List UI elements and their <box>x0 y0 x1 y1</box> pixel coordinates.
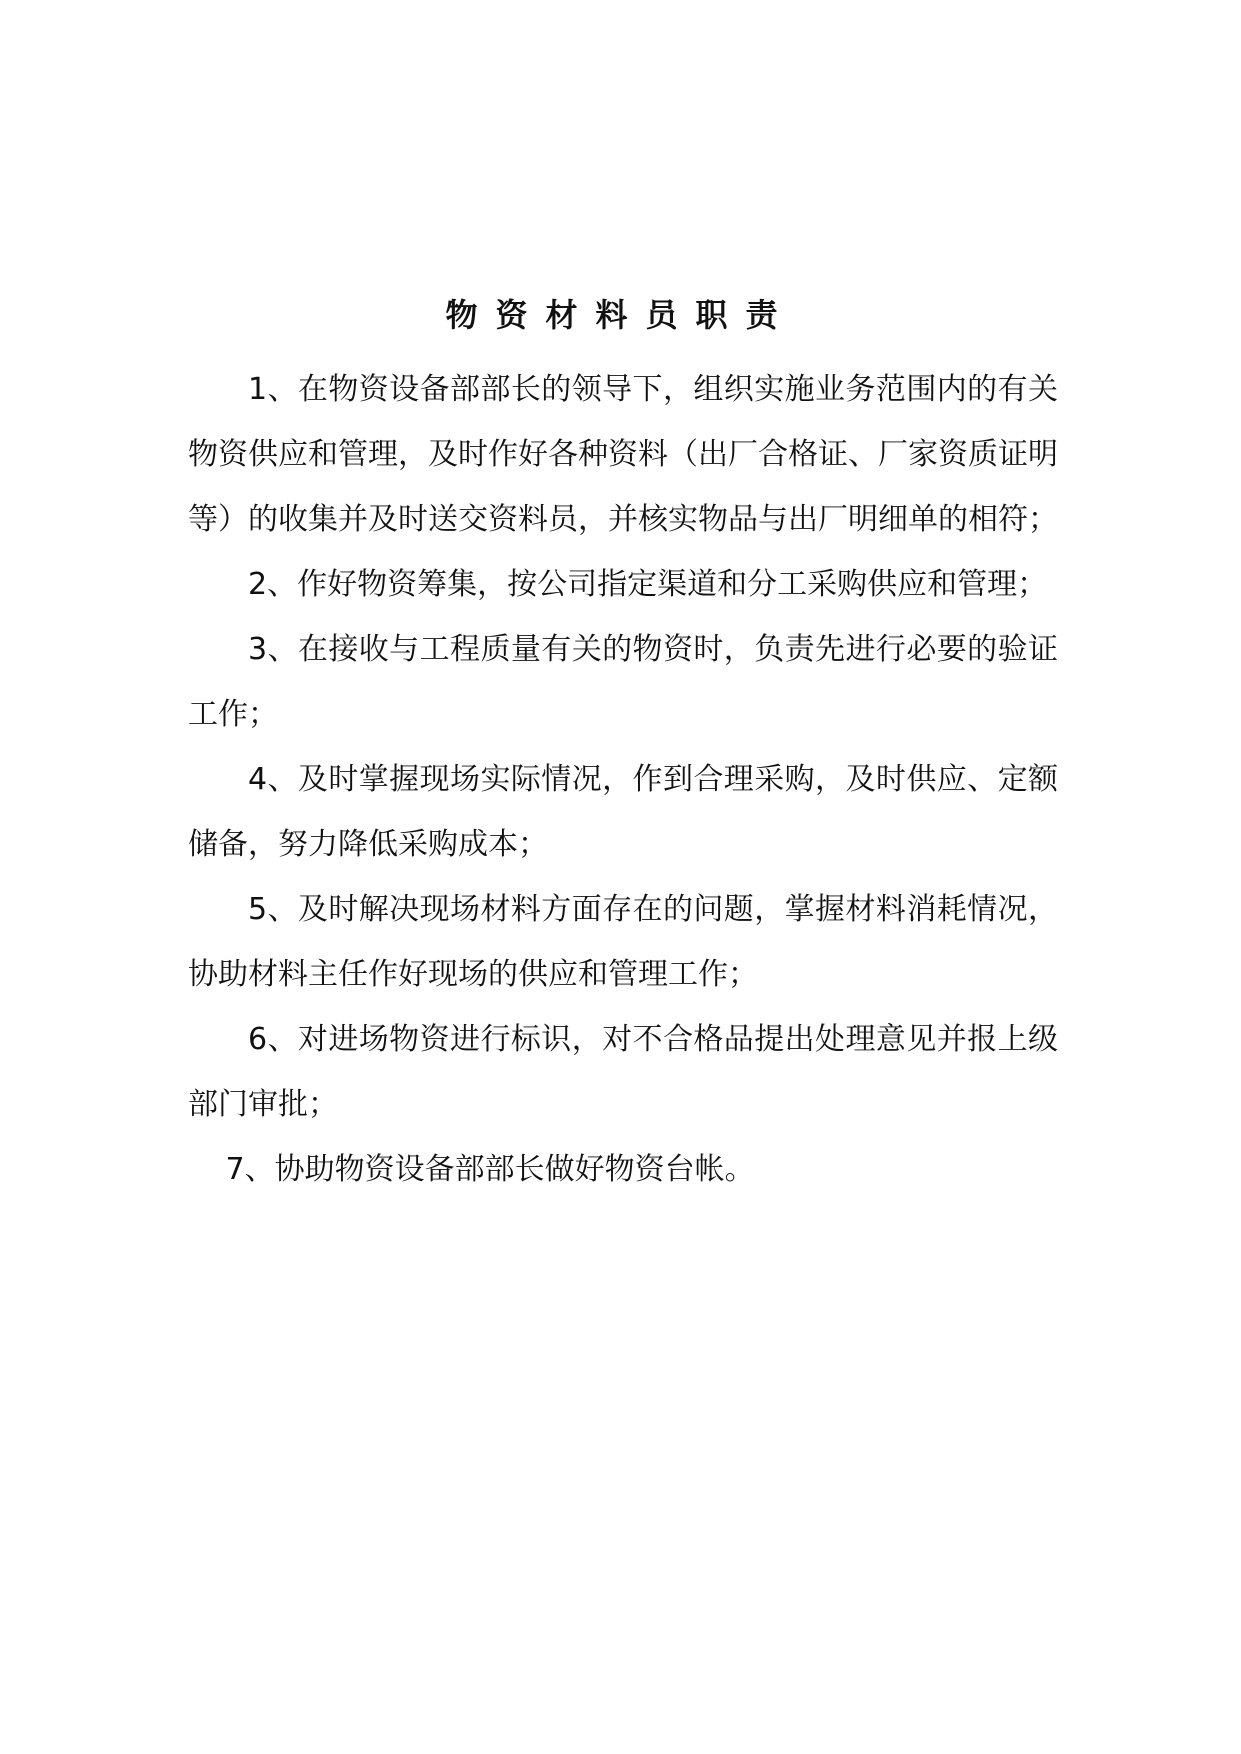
duty-paragraph-2: 2、作好物资筹集，按公司指定渠道和分工采购供应和管理； <box>248 567 1048 602</box>
document-title: 物资材料员职责 <box>445 296 796 334</box>
document-body <box>188 357 1058 1202</box>
duty-paragraph-6: 6、对进场物资进行标识，对不合格品提出处理意见并报上级部门审批； <box>188 1022 1058 1122</box>
duty-paragraph-5: 5、及时解决现场材料方面存在的问题，掌握材料消耗情况，协助材料主任作好现场的供应和管理工作； <box>188 892 1058 992</box>
duty-paragraph-7: 7、协助物资设备部部长做好物资台帐。 <box>225 1152 755 1187</box>
duty-paragraph-1: 1、在物资设备部部长的领导下，组织实施业务范围内的有关物资供应和管理，及时作好各种资料（出厂合格证、厂家资质证明等）的收集并及时送交资料员，并核实物品与出厂明细单的相符； <box>188 372 1058 537</box>
duty-paragraph-3: 3、在接收与工程质量有关的物资时，负责先进行必要的验证工作； <box>188 632 1058 732</box>
duty-paragraph-4: 4、及时掌握现场实际情况，作到合理采购，及时供应、定额储备，努力降低采购成本； <box>188 762 1058 862</box>
